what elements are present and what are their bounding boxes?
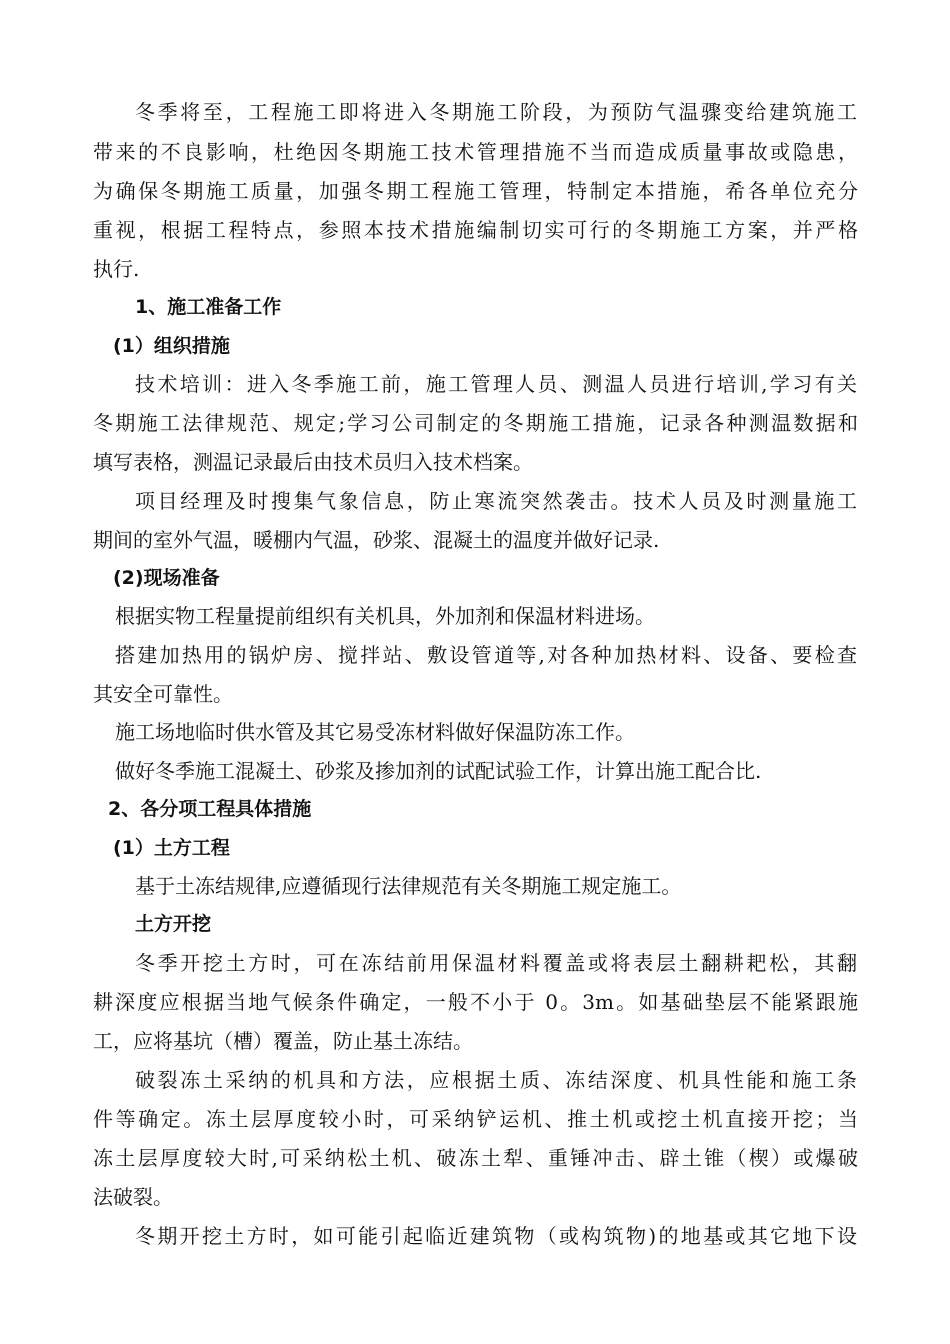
text-line: 项目经理及时搜集气象信息，防止寒流突然袭击。技术人员及时测量施工 [135, 489, 857, 513]
text-line: 冬期施工法律规范、规定;学习公司制定的冬期施工措施，记录各种测温数据和 [93, 411, 858, 435]
text-line: 破裂冻土采纳的机具和方法，应根据土质、冻结深度、机具性能和施工条 [135, 1068, 857, 1092]
subsection-heading: (1）组织措施 [113, 335, 230, 357]
text-line: 技术培训：进入冬季施工前，施工管理人员、测温人员进行培训,学习有关 [135, 372, 857, 396]
text-line: 填写表格，测温记录最后由技术员归入技术档案。 [93, 450, 533, 474]
text-line: 冬季开挖土方时，可在冻结前用保温材料覆盖或将表层土翻耕耙松，其翻 [135, 951, 857, 975]
text-line: 带来的不良影响，杜绝因冬期施工技术管理措施不当而造成质量事故或隐患， [93, 140, 858, 164]
text-line: 重视，根据工程特点，参照本技术措施编制切实可行的冬期施工方案，并严格 [93, 218, 858, 242]
text-line: 法破裂。 [93, 1185, 173, 1209]
text-line: 冬期开挖土方时，如可能引起临近建筑物（或构筑物)的地基或其它地下设 [135, 1224, 857, 1248]
section-heading: 2、各分项工程具体措施 [108, 798, 312, 820]
subsection-heading: 土方开挖 [135, 913, 212, 935]
text-line: 搭建加热用的锅炉房、搅拌站、敷设管道等,对各种加热材料、设备、要检查 [115, 643, 857, 667]
text-line: 基于土冻结规律,应遵循现行法律规范有关冬期施工规定施工。 [135, 874, 682, 898]
text-line: 执行. [93, 257, 140, 281]
text-line: 根据实物工程量提前组织有关机具，外加剂和保温材料进场。 [115, 604, 655, 628]
text-line: 施工场地临时供水管及其它易受冻材料做好保温防冻工作。 [115, 720, 635, 744]
subsection-heading: (2)现场准备 [113, 567, 220, 589]
text-line: 为确保冬期施工质量，加强冬期工程施工管理，特制定本措施，希各单位充分 [93, 179, 858, 203]
text-line: 其安全可靠性。 [93, 682, 233, 706]
text-line: 件等确定。冻土层厚度较小时，可采纳铲运机、推土机或挖土机直接开挖；当 [93, 1107, 858, 1131]
text-line: 冬季将至，工程施工即将进入冬期施工阶段，为预防气温骤变给建筑施工 [135, 100, 857, 124]
subsection-heading: (1）土方工程 [113, 837, 230, 859]
text-line: 做好冬季施工混凝土、砂浆及掺加剂的试配试验工作，计算出施工配合比. [115, 759, 762, 783]
text-line: 耕深度应根据当地气候条件确定，一般不小于 0。3m。如基础垫层不能紧跟施 [93, 990, 858, 1014]
section-heading: 1、施工准备工作 [135, 296, 282, 318]
text-line: 冻土层厚度较大时,可采纳松土机、破冻土犁、重锤冲击、辟土锥（楔）或爆破 [93, 1146, 858, 1170]
text-line: 工，应将基坑（槽）覆盖，防止基土冻结。 [93, 1029, 473, 1053]
text-line: 期间的室外气温，暖棚内气温，砂浆、混凝土的温度并做好记录. [93, 528, 660, 552]
